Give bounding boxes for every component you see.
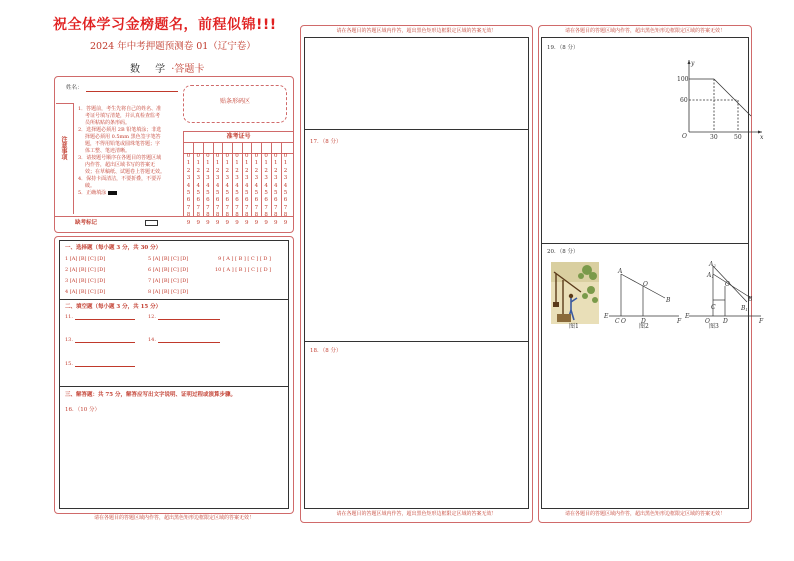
exam-id-digit[interactable]: 5: [283, 190, 288, 197]
graph-x-tick-50: 50: [734, 134, 742, 141]
exam-id-divider: [261, 142, 262, 216]
exam-id-digit[interactable]: 0: [215, 153, 220, 159]
fig2-caption: 图2: [639, 323, 649, 330]
exam-id-digit[interactable]: 7: [283, 204, 288, 211]
fig3-label-b: B: [748, 296, 753, 303]
exam-id-digit[interactable]: 9: [254, 219, 259, 226]
exam-id-digit[interactable]: 7: [186, 204, 191, 211]
exam-id-digit[interactable]: 4: [235, 182, 239, 189]
fill-q11-line[interactable]: [75, 313, 135, 320]
fill-q12-label: 12.: [148, 314, 156, 320]
exam-id-digit[interactable]: 2: [225, 167, 230, 174]
exam-id-digit[interactable]: 4: [283, 182, 288, 189]
fig3-a2-subscript: 2: [713, 263, 716, 268]
exam-id-digit[interactable]: 0: [283, 153, 288, 159]
graph-x-tick-30: 30: [710, 134, 718, 141]
exam-id-digit[interactable]: 0: [196, 153, 200, 159]
fig2-label-f: F: [677, 318, 682, 325]
exam-id-digit[interactable]: 7: [235, 204, 239, 211]
exam-id-digit[interactable]: 9: [274, 219, 278, 226]
exam-id-digit[interactable]: 5: [235, 190, 239, 197]
q19-label: 19．（8 分）: [547, 45, 579, 51]
note-line: 择题必须用 0.5mm 黑色签字笔答: [85, 134, 161, 140]
fig2-label-d: D: [641, 318, 646, 325]
exam-id-digit[interactable]: 2: [283, 167, 288, 174]
exam-id-digit[interactable]: 4: [215, 182, 220, 189]
exam-id-digit[interactable]: 4: [264, 182, 268, 189]
exam-id-digit[interactable]: 7: [206, 204, 210, 211]
exam-id-divider: [242, 142, 243, 216]
notes-heading: 注意事项: [60, 136, 67, 160]
fill-q12-line[interactable]: [158, 313, 220, 320]
note-line-5: 5．正确填涂: [78, 190, 107, 196]
exam-id-digit[interactable]: 6: [254, 197, 259, 204]
exam-id-digit[interactable]: 5: [186, 190, 191, 197]
choice-row[interactable]: 8 [A] [B] [C] [D]: [148, 289, 189, 295]
fig3-diagram: [685, 258, 765, 326]
exam-id-digit[interactable]: 9: [225, 219, 230, 226]
note-line: 3．请按题号顺序在各题目的答题区域: [78, 155, 162, 161]
exam-id-digit[interactable]: 9: [244, 219, 249, 226]
fill-q15[interactable]: [65, 360, 135, 367]
note-line: 员所粘贴的条形码。: [85, 120, 131, 126]
exam-id-digit[interactable]: 2: [274, 167, 278, 174]
exam-id-digit[interactable]: 5: [225, 190, 230, 197]
exam-id-digit[interactable]: 0: [254, 153, 259, 159]
choice-row[interactable]: 3 [A] [B] [C] [D]: [65, 278, 106, 284]
note-line: [78, 190, 180, 197]
note-line: 2．选择题必须用 2B 铅笔填涂；非选: [78, 127, 162, 133]
absent-label: 缺考标记: [75, 220, 98, 226]
fig2-label-o: O: [643, 281, 648, 288]
footer-warning-1: 请在各题目的答题区域内作答，超出黑色矩形边框限定区域的答案无效！: [93, 515, 254, 521]
exam-id-digit[interactable]: 9: [283, 219, 288, 226]
graph-y-tick-100: 100: [677, 76, 689, 83]
fill-q11[interactable]: [65, 313, 135, 320]
exam-id-digit[interactable]: 1: [235, 160, 239, 167]
exam-id-digit[interactable]: 6: [283, 197, 288, 204]
notes-heading-box: [56, 103, 74, 214]
exam-id-digit[interactable]: 6: [206, 197, 210, 204]
fig3-label-d: D: [723, 318, 728, 325]
fill-q14-line[interactable]: [158, 336, 220, 343]
exam-id-label: 准考证号: [184, 132, 293, 143]
fig1-illustration: [551, 262, 599, 324]
exam-id-divider: [203, 142, 204, 216]
exam-id-digit[interactable]: 9: [215, 219, 220, 226]
exam-id-digit[interactable]: 1: [244, 160, 249, 167]
footer-warning-2: 请在各题目的答题区域内作答，超出黑色矩形边框限定区域的答案无效！: [336, 511, 497, 517]
fill-q13[interactable]: [65, 336, 135, 343]
q17-label: 17．（8 分）: [310, 139, 342, 145]
exam-id-digit[interactable]: 9: [196, 219, 200, 226]
fig3-label-b1: [740, 305, 748, 312]
exam-id-digit[interactable]: 7: [254, 204, 259, 211]
fill-q14-label: 14.: [148, 337, 156, 343]
notes-list: [78, 106, 180, 197]
q16-answer-area[interactable]: [60, 415, 288, 508]
fill-q14[interactable]: [148, 336, 220, 343]
fig3-b1-letter: B: [741, 305, 746, 312]
exam-id-digit[interactable]: 2: [254, 167, 259, 174]
exam-id-digit[interactable]: 0: [235, 153, 239, 159]
exam-id-digit[interactable]: 5: [215, 190, 220, 197]
exam-id-digit[interactable]: 2: [215, 167, 220, 174]
choice-row[interactable]: 1 [A] [B] [C] [D]: [65, 256, 106, 262]
exam-id-digit[interactable]: 7: [244, 204, 249, 211]
name-label: 姓名：: [66, 85, 83, 91]
exam-id-divider: [281, 142, 282, 216]
exam-id-digit[interactable]: 7: [264, 204, 268, 211]
fig2-label-b: B: [666, 297, 671, 304]
graph-origin-label: O: [682, 133, 687, 140]
exam-id-digit[interactable]: 3: [225, 175, 230, 182]
fig3-a1-subscript: 1: [711, 274, 714, 279]
absent-divider: [54, 216, 294, 217]
exam-id-digit[interactable]: 1: [264, 160, 268, 167]
note-line: 1．答题前，考生先将自己的姓名、准: [78, 106, 162, 112]
exam-id-digit[interactable]: 6: [264, 197, 268, 204]
fig1-caption: 图1: [569, 323, 579, 330]
exam-id-digit[interactable]: 3: [274, 175, 278, 182]
exam-id-digit[interactable]: 6: [186, 197, 191, 204]
fig3-label-o2: O: [705, 318, 710, 325]
card-title: [130, 60, 204, 75]
exam-id-digit[interactable]: 4: [186, 182, 191, 189]
exam-id-digit[interactable]: 7: [274, 204, 278, 211]
exam-id-digit[interactable]: 6: [274, 197, 278, 204]
fig3-caption: 图3: [709, 323, 719, 330]
absent-checkbox[interactable]: [145, 220, 158, 226]
exam-id-divider: [213, 142, 214, 216]
exam-id-digit[interactable]: 4: [225, 182, 230, 189]
exam-id-digit[interactable]: 9: [186, 219, 191, 226]
fig3-label-a1: [706, 272, 714, 279]
exam-id-digit[interactable]: 2: [244, 167, 249, 174]
section-divider: [59, 299, 289, 300]
q18-label: 18．（8 分）: [310, 348, 342, 354]
choice-row[interactable]: 9 [ A ] [ B ] [ C ] [ D ]: [218, 256, 271, 262]
choice-row[interactable]: 2 [A] [B] [C] [D]: [65, 267, 106, 273]
section-divider: [59, 386, 289, 387]
exam-id-digit[interactable]: 0: [206, 153, 210, 159]
q19-graph: [676, 56, 766, 141]
exam-id-digit[interactable]: 3: [254, 175, 259, 182]
exam-id-digit[interactable]: 2: [264, 167, 268, 174]
exam-id-digit[interactable]: 7: [215, 204, 220, 211]
exam-id-digit[interactable]: 3: [186, 175, 191, 182]
exam-id-digit[interactable]: 1: [283, 160, 288, 167]
fig3-a2-letter: A: [709, 261, 714, 268]
exam-id-divider: [251, 142, 252, 216]
fill-q15-line[interactable]: [75, 360, 135, 367]
graph-y-axis-label: y: [691, 60, 695, 67]
exam-id-digit[interactable]: 3: [196, 175, 200, 182]
exam-id-digit[interactable]: 3: [235, 175, 239, 182]
fig3-label-c: C: [711, 304, 716, 311]
footer-warning-3: 请在各题目的答题区域内作答，超出黑色矩形边框限定区域的答案无效！: [564, 511, 725, 517]
fill-q11-label: 11.: [65, 314, 73, 320]
note-line: 破。: [85, 183, 96, 189]
note-line: 4．保持卡面清洁，不要折叠，不要弄: [78, 176, 162, 182]
section1-heading: 一、选择题（每小题 3 分，共 30 分）: [65, 245, 162, 251]
fig2-label-o2: O: [621, 318, 626, 325]
exam-id-digit[interactable]: 5: [196, 190, 200, 197]
exam-id-digit[interactable]: 4: [244, 182, 249, 189]
exam-id-digit[interactable]: 2: [235, 167, 239, 174]
fill-q12[interactable]: [148, 313, 220, 320]
exam-id-digit[interactable]: 1: [254, 160, 259, 167]
header-warning-3: 请在各题目的答题区域内作答，超出黑色矩形边框限定区域的答案无效！: [564, 28, 725, 34]
filled-mark-sample: [108, 191, 117, 195]
choice-row[interactable]: 10 [ A ] [ B ] [ C ] [ D ]: [215, 267, 272, 273]
exam-id-digit[interactable]: 2: [196, 167, 200, 174]
fig2-label-c: C: [615, 318, 620, 325]
exam-id-divider: [232, 142, 233, 216]
fig2-label-a: A: [618, 268, 623, 275]
exam-id-digit[interactable]: 1: [215, 160, 220, 167]
exam-id-digit[interactable]: 5: [206, 190, 210, 197]
exam-id-digit[interactable]: 1: [186, 160, 191, 167]
exam-id-digit[interactable]: 4: [206, 182, 210, 189]
fig3-label-f: F: [759, 318, 764, 325]
fill-q15-label: 15.: [65, 361, 73, 367]
exam-id-digit[interactable]: 0: [186, 153, 191, 159]
exam-id-digit[interactable]: 3: [264, 175, 268, 182]
note-line: 内作答，超出区域书写的答案无: [85, 162, 156, 168]
exam-id-digit[interactable]: 7: [225, 204, 230, 211]
q20-label: 20．（8 分）: [547, 249, 579, 255]
choice-row[interactable]: 5 [A] [B] [C] [D]: [148, 256, 189, 262]
q17-answer-area[interactable]: [305, 148, 528, 340]
exam-id-digit[interactable]: 2: [186, 167, 191, 174]
exam-id-digit[interactable]: 1: [196, 160, 200, 167]
fig3-label-o: O: [725, 281, 730, 288]
exam-id-digit[interactable]: 5: [274, 190, 278, 197]
exam-id-digit[interactable]: 1: [225, 160, 230, 167]
header-warning-2: 请在各题目的答题区域内作答，超出黑色矩形边框限定区域的答案无效！: [336, 28, 497, 34]
fig3-a1-letter: A: [707, 272, 712, 279]
fill-q13-line[interactable]: [75, 336, 135, 343]
choice-row[interactable]: 4 [A] [B] [C] [D]: [65, 289, 106, 295]
exam-id-digit[interactable]: 9: [235, 219, 239, 226]
note-line: 效；在草稿纸、试题卷上答题无效。: [85, 169, 166, 175]
exam-id-digit[interactable]: 3: [283, 175, 288, 182]
exam-id-digit[interactable]: 4: [254, 182, 259, 189]
q16-label: 16．（10 分）: [65, 407, 100, 413]
section-divider: [304, 129, 529, 130]
exam-id-digit[interactable]: 6: [215, 197, 220, 204]
fig3-label-a2: [708, 261, 716, 268]
exam-id-digit[interactable]: 6: [244, 197, 249, 204]
exam-id-digit[interactable]: 5: [244, 190, 249, 197]
card-title-suffix: ·答题卡: [171, 64, 205, 75]
exam-id-digit[interactable]: 0: [264, 153, 268, 159]
choice-row[interactable]: 6 [A] [B] [C] [D]: [148, 267, 189, 273]
fig3-b1-subscript: 1: [745, 307, 748, 312]
exam-id-digit[interactable]: 4: [274, 182, 278, 189]
exam-id-digit[interactable]: 9: [206, 219, 210, 226]
choice-row[interactable]: 7 [A] [B] [C] [D]: [148, 278, 189, 284]
exam-id-digit[interactable]: 0: [244, 153, 249, 159]
section-divider: [541, 243, 749, 244]
exam-id-digit[interactable]: 0: [225, 153, 230, 159]
barcode-area: [183, 85, 287, 123]
exam-id-digit[interactable]: 1: [206, 160, 210, 167]
note-line: 题，不得用铅笔或圆珠笔答题；字: [85, 141, 161, 147]
exam-id-divider: [271, 142, 272, 216]
exam-id-digit[interactable]: 7: [196, 204, 200, 211]
q18-answer-area[interactable]: [305, 357, 528, 507]
exam-id-digit[interactable]: 5: [264, 190, 268, 197]
exam-id-divider: [222, 142, 223, 216]
fig3-label-e: E: [685, 313, 690, 320]
slogan: 祝全体学习金榜题名，前程似锦!!!: [53, 17, 277, 33]
exam-id-digit[interactable]: 9: [264, 219, 268, 226]
graph-y-tick-60: 60: [680, 97, 688, 104]
barcode-label: 贴条形码区: [219, 98, 250, 105]
exam-id-digit[interactable]: 1: [274, 160, 278, 167]
exam-id-divider: [193, 142, 194, 216]
exam-id-digit[interactable]: 5: [254, 190, 259, 197]
exam-id-digit[interactable]: 6: [235, 197, 239, 204]
card-title-subject: 数 学: [130, 64, 172, 75]
q20-answer-area[interactable]: [542, 332, 748, 508]
exam-id-digit[interactable]: 6: [196, 197, 200, 204]
section2-heading: 二、填空题（每小题 3 分，共 15 分）: [65, 304, 162, 310]
fig2-diagram: [603, 264, 685, 326]
graph-x-axis-label: x: [760, 134, 764, 141]
note-line: 体工整、笔迹清晰。: [85, 148, 131, 154]
exam-id-digit[interactable]: 0: [274, 153, 278, 159]
exam-id-digit[interactable]: 2: [206, 167, 210, 174]
fill-q13-label: 13.: [65, 337, 73, 343]
section-divider: [304, 341, 529, 342]
exam-id-digit[interactable]: 3: [244, 175, 249, 182]
exam-id-digit[interactable]: 3: [206, 175, 210, 182]
exam-id-digit[interactable]: 3: [215, 175, 220, 182]
exam-id-digit[interactable]: 4: [196, 182, 200, 189]
fig2-label-e: E: [604, 313, 609, 320]
exam-id-digit[interactable]: 6: [225, 197, 230, 204]
exam-title: 2024 年中考押题预测卷 01（辽宁卷）: [90, 41, 256, 52]
note-line: 考证号填写清楚，并认真检查监考: [85, 113, 161, 119]
name-field[interactable]: [86, 91, 178, 92]
section3-heading: 三、解答题：共 75 分，解答应写出文字说明、证明过程或演算步骤。: [65, 392, 236, 398]
